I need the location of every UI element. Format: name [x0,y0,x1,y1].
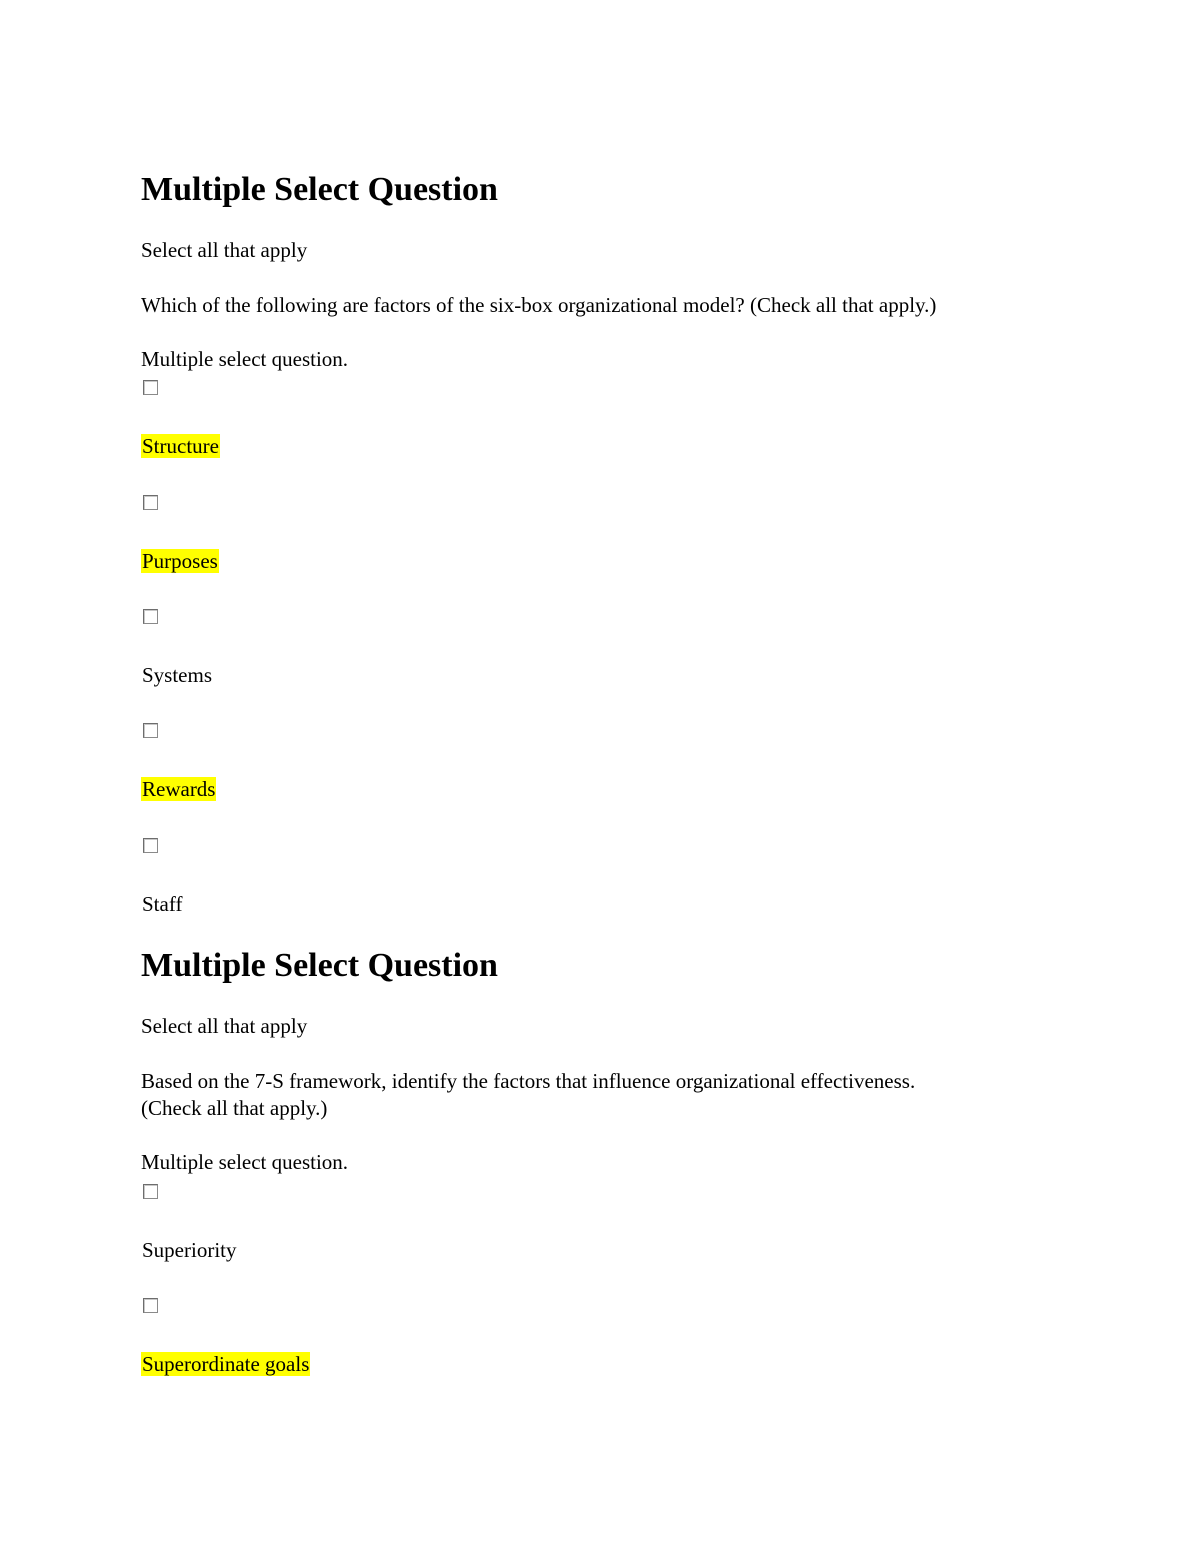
option-checkbox-rewards[interactable] [143,723,158,738]
option-text-structure: Structure [142,434,219,458]
option-label-systems [141,662,213,689]
question-1-prompt: Which of the following are factors of the six-box organizational model? (Check all that apply.) [141,293,937,317]
option-text-rewards: Rewards [142,777,216,801]
option-checkbox-staff[interactable] [143,838,158,853]
option-label-superiority [141,1237,238,1264]
option-label-staff [141,891,183,918]
question-2-type-label: Multiple select question. [141,1150,349,1174]
option-text-superiority: Superiority [142,1238,237,1262]
question-2-prompt-line-1: Based on the 7-S framework, identify the factors that influence organizational effectiveness. [141,1069,916,1093]
option-text-systems: Systems [142,663,213,687]
option-text-staff: Staff [142,892,183,916]
question-2-heading: Multiple Select Question [141,947,498,984]
option-text-purposes: Purposes [142,549,218,573]
option-label-purposes [141,548,219,575]
question-1-heading: Multiple Select Question [141,171,498,208]
question-2-prompt-line-2: (Check all that apply.) [141,1096,328,1120]
option-label-superordinate-goals [141,1351,310,1378]
option-checkbox-superordinate-goals[interactable] [143,1298,158,1313]
option-checkbox-superiority[interactable] [143,1184,158,1199]
option-checkbox-purposes[interactable] [143,495,158,510]
question-2-instruction: Select all that apply [141,1014,308,1038]
option-text-superordinate-goals: Superordinate goals [142,1352,310,1376]
option-label-structure [141,433,220,460]
option-checkbox-structure[interactable] [143,380,158,395]
question-1-type-label: Multiple select question. [141,347,349,371]
question-1-instruction: Select all that apply [141,238,308,262]
option-label-rewards [141,776,216,803]
option-checkbox-systems[interactable] [143,609,158,624]
